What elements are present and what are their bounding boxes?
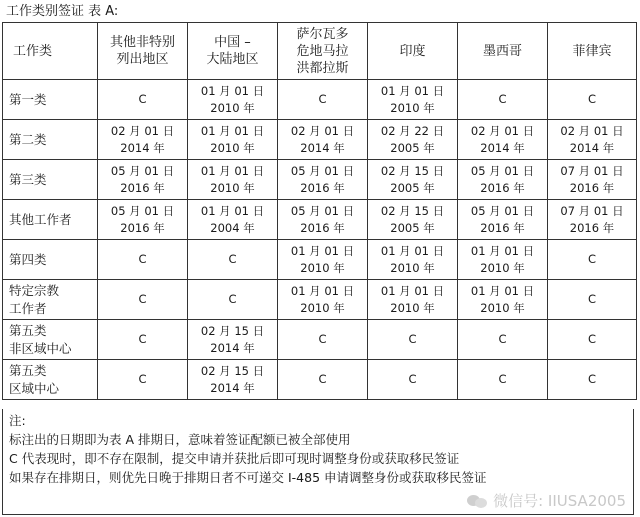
date-cell: 02 月 01 日 2014 年 [98,120,188,160]
table-row [3,200,637,240]
date-cell: 01 月 01 日 2010 年 [278,280,368,320]
date-cell: 02 月 15 日 2005 年 [368,200,458,240]
current-cell: C [458,360,548,400]
header-category: 工作类 [3,23,98,80]
table-row [3,320,637,360]
watermark-text: 微信号: IIUSA2005 [493,492,626,510]
watermark [467,490,626,511]
row-category: 第三类 [3,160,98,200]
current-cell: C [98,280,188,320]
notes-title: 注: [9,413,26,428]
header-region-1: 其他非特别 列出地区 [98,23,188,80]
wechat-icon [467,493,489,509]
current-cell: C [548,280,637,320]
row-category: 第五类 非区域中心 [3,320,98,360]
table-row [3,160,637,200]
header-region-3: 萨尔瓦多 危地马拉 洪都拉斯 [278,23,368,80]
row-category: 第四类 [3,240,98,280]
date-cell: 01 月 01 日 2010 年 [368,280,458,320]
current-cell: C [278,320,368,360]
current-cell: C [548,320,637,360]
table-row [3,280,637,320]
date-cell: 02 月 15 日 2005 年 [368,160,458,200]
date-cell: 02 月 01 日 2014 年 [548,120,637,160]
current-cell: C [368,360,458,400]
date-cell: 05 月 01 日 2016 年 [278,160,368,200]
row-category: 第五类 区域中心 [3,360,98,400]
date-cell: 05 月 01 日 2016 年 [458,200,548,240]
current-cell: C [458,80,548,120]
note-line-2: C 代表现时，即不存在限制，提交申请并获批后即可现时调整身份或获取移民签证 [9,451,460,466]
table-caption: 工作类别签证 表 A: [6,4,119,19]
table-body [3,80,637,400]
table-row [3,360,637,400]
date-cell: 01 月 01 日 2010 年 [368,80,458,120]
date-cell: 07 月 01 日 2016 年 [548,160,637,200]
current-cell: C [548,240,637,280]
current-cell: C [548,360,637,400]
date-cell: 02 月 15 日 2014 年 [188,360,278,400]
row-category: 特定宗教 工作者 [3,280,98,320]
date-cell: 01 月 01 日 2010 年 [188,80,278,120]
current-cell: C [458,320,548,360]
date-cell: 07 月 01 日 2016 年 [548,200,637,240]
date-cell: 01 月 01 日 2010 年 [458,280,548,320]
current-cell: C [98,320,188,360]
current-cell: C [98,360,188,400]
header-row [3,23,637,80]
date-cell: 05 月 01 日 2016 年 [98,200,188,240]
date-cell: 01 月 01 日 2010 年 [188,120,278,160]
row-category: 第二类 [3,120,98,160]
current-cell: C [188,240,278,280]
date-cell: 01 月 01 日 2010 年 [368,240,458,280]
visa-bulletin-table [2,22,637,400]
current-cell: C [368,320,458,360]
date-cell: 01 月 01 日 2004 年 [188,200,278,240]
table-row [3,120,637,160]
date-cell: 02 月 15 日 2014 年 [188,320,278,360]
date-cell: 02 月 22 日 2005 年 [368,120,458,160]
current-cell: C [548,80,637,120]
current-cell: C [278,360,368,400]
current-cell: C [188,280,278,320]
table-row [3,240,637,280]
date-cell: 01 月 01 日 2010 年 [458,240,548,280]
table-row [3,80,637,120]
note-line-3: 如果存在排期日，则优先日晚于排期日者不可递交 I-485 申请调整身份或获取移民签证 [9,470,487,485]
header-region-4: 印度 [368,23,458,80]
current-cell: C [98,240,188,280]
header-region-2: 中国 – 大陆地区 [188,23,278,80]
date-cell: 01 月 01 日 2010 年 [188,160,278,200]
current-cell: C [278,80,368,120]
row-category: 第一类 [3,80,98,120]
header-region-6: 菲律宾 [548,23,637,80]
date-cell: 05 月 01 日 2016 年 [458,160,548,200]
current-cell: C [98,80,188,120]
date-cell: 01 月 01 日 2010 年 [278,240,368,280]
row-category: 其他工作者 [3,200,98,240]
note-line-1: 标注出的日期即为表 A 排期日，意味着签证配额已被全部使用 [9,432,351,447]
date-cell: 02 月 01 日 2014 年 [278,120,368,160]
date-cell: 05 月 01 日 2016 年 [278,200,368,240]
date-cell: 02 月 01 日 2014 年 [458,120,548,160]
date-cell: 05 月 01 日 2016 年 [98,160,188,200]
header-region-5: 墨西哥 [458,23,548,80]
